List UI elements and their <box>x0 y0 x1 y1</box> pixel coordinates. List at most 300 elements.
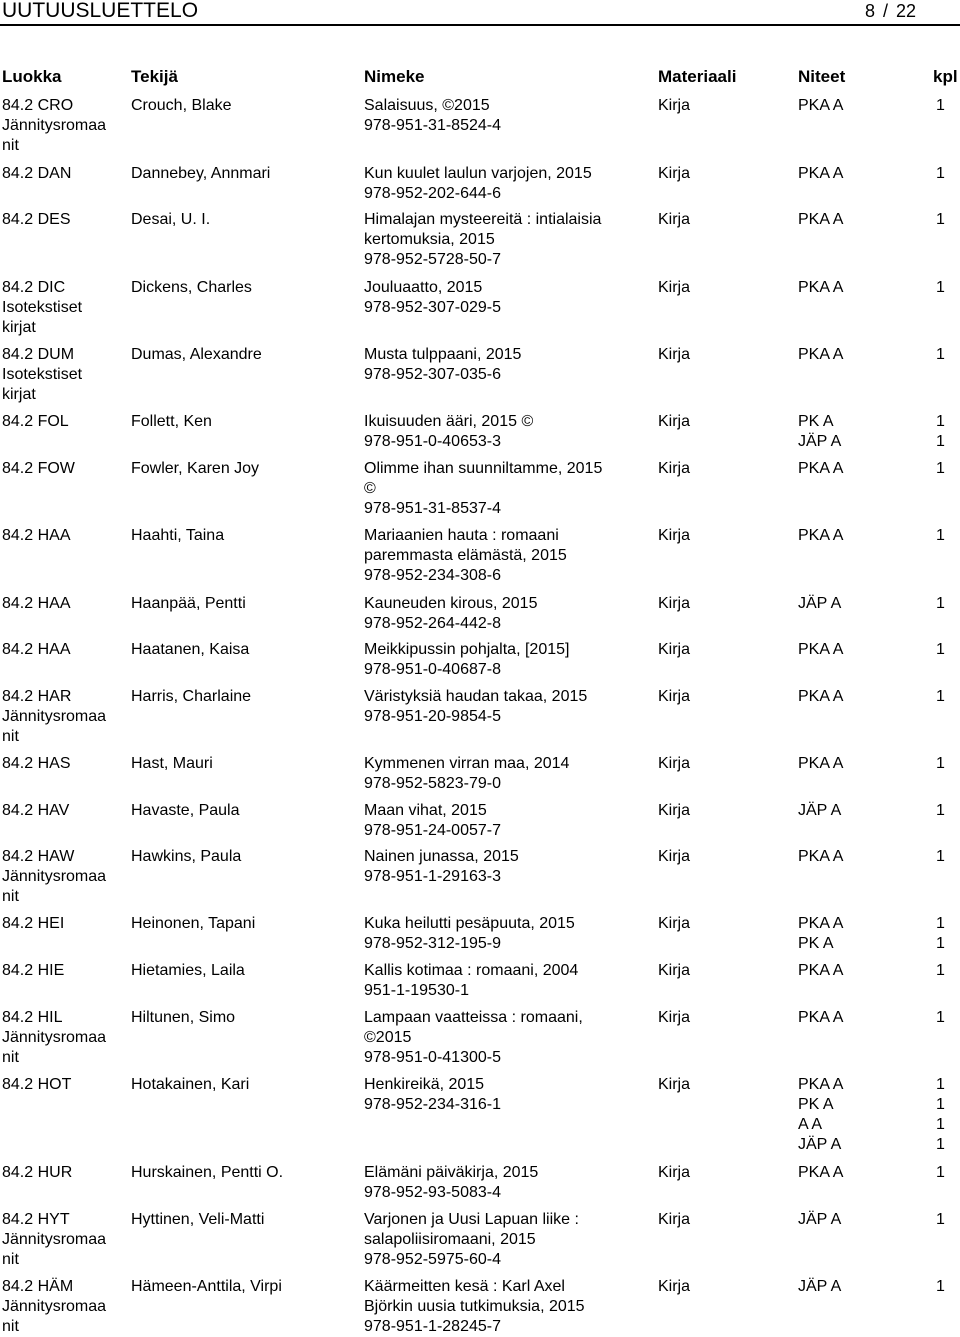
material: Kirja <box>658 1009 691 1026</box>
copies-cell <box>798 1277 945 1297</box>
title-line: Musta tulppaani, 2015 <box>364 346 522 363</box>
copy-location: JÄP A <box>798 802 842 819</box>
title-cell <box>364 961 650 1001</box>
title-line: Meikkipussin pohjalta, [2015] <box>364 641 570 658</box>
copies-cell <box>798 914 945 954</box>
isbn: 978-951-0-40687-8 <box>364 661 501 678</box>
copy-count: 1 <box>936 527 945 544</box>
copy-entry <box>798 1135 945 1155</box>
column-header-kpl: kpl <box>933 67 958 86</box>
copy-entry <box>798 1115 945 1135</box>
copy-location: PKA A <box>798 165 844 182</box>
author: Desai, U. I. <box>131 211 211 228</box>
title-line: Himalajan mysteereitä : intialaisia <box>364 211 602 228</box>
copy-location: PK A <box>798 935 834 952</box>
isbn: 978-952-312-195-9 <box>364 935 501 952</box>
author-cell <box>131 210 356 230</box>
title-cell <box>364 278 650 318</box>
copy-entry <box>798 754 945 774</box>
title-line: Varjonen ja Uusi Lapuan liike : <box>364 1211 579 1228</box>
copy-location: JÄP A <box>798 595 842 612</box>
copy-count: 1 <box>936 935 945 952</box>
title-line: Maan vihat, 2015 <box>364 802 487 819</box>
material: Kirja <box>658 413 691 430</box>
copy-location: PKA A <box>798 848 844 865</box>
material-cell <box>658 801 788 821</box>
copy-count: 1 <box>936 595 945 612</box>
classification-line: Isotekstiset <box>2 299 83 316</box>
classification-cell <box>2 164 128 184</box>
copy-location: JÄP A <box>798 1211 842 1228</box>
classification-cell <box>2 1277 128 1337</box>
copies-cell <box>798 526 945 546</box>
author-cell <box>131 847 356 867</box>
classification-cell <box>2 754 128 774</box>
column-header-nimeke: Nimeke <box>364 67 425 86</box>
column-header-tekija: Tekijä <box>131 67 178 86</box>
classification-line: nit <box>2 888 19 905</box>
header-rule <box>0 24 960 26</box>
author: Dickens, Charles <box>131 279 252 296</box>
page-separator: / <box>882 1 888 21</box>
classification-cell <box>2 1008 128 1068</box>
copies-cell <box>798 640 945 660</box>
title-cell <box>364 459 650 519</box>
author: Dumas, Alexandre <box>131 346 262 363</box>
classification-line: 84.2 DIC <box>2 279 66 296</box>
author: Heinonen, Tapani <box>131 915 256 932</box>
total-pages: 22 <box>895 1 916 21</box>
title-cell <box>364 801 650 841</box>
classification-cell <box>2 847 128 907</box>
copy-location: PKA A <box>798 279 844 296</box>
author: Hiltunen, Simo <box>131 1009 236 1026</box>
material: Kirja <box>658 848 691 865</box>
title-cell <box>364 164 650 204</box>
copy-location: PKA A <box>798 962 844 979</box>
title-line: Henkireikä, 2015 <box>364 1076 485 1093</box>
isbn: 978-952-5728-50-7 <box>364 251 501 268</box>
author-cell <box>131 459 356 479</box>
document-title: UUTUUSLUETTELO <box>2 0 199 22</box>
author: Hast, Mauri <box>131 755 213 772</box>
title-line: Kauneuden kirous, 2015 <box>364 595 538 612</box>
classification-line: Jännitysromaa <box>2 868 107 885</box>
material: Kirja <box>658 279 691 296</box>
material-cell <box>658 594 788 614</box>
author-cell <box>131 1277 356 1297</box>
material-cell <box>658 1277 788 1297</box>
isbn: 978-951-1-28245-7 <box>364 1318 501 1335</box>
copies-cell <box>798 278 945 298</box>
title-cell <box>364 526 650 586</box>
author: Hämeen-Anttila, Virpi <box>131 1278 282 1295</box>
copy-entry <box>798 914 945 934</box>
copy-location: PKA A <box>798 346 844 363</box>
copies-cell <box>798 1163 945 1183</box>
copy-entry <box>798 412 945 432</box>
material-cell <box>658 412 788 432</box>
title-line: Olimme ihan suunniltamme, 2015 <box>364 460 603 477</box>
title-line: Kun kuulet laulun varjojen, 2015 <box>364 165 592 182</box>
isbn: 978-951-31-8524-4 <box>364 117 501 134</box>
copy-entry <box>798 1277 945 1297</box>
copy-entry <box>798 1075 945 1095</box>
copy-entry <box>798 1210 945 1230</box>
material-cell <box>658 164 788 184</box>
copy-entry <box>798 432 945 452</box>
classification-cell <box>2 687 128 747</box>
isbn: 978-952-264-442-8 <box>364 615 501 632</box>
copy-count: 1 <box>936 848 945 865</box>
classification-line: nit <box>2 1318 19 1335</box>
material: Kirja <box>658 755 691 772</box>
material-cell <box>658 1163 788 1183</box>
copy-location: PKA A <box>798 460 844 477</box>
material: Kirja <box>658 1278 691 1295</box>
material-cell <box>658 459 788 479</box>
copy-entry <box>798 594 945 614</box>
title-cell <box>364 687 650 727</box>
isbn: 978-952-234-308-6 <box>364 567 501 584</box>
copy-count: 1 <box>936 211 945 228</box>
classification-line: Jännitysromaa <box>2 1298 107 1315</box>
author: Crouch, Blake <box>131 97 232 114</box>
copy-entry <box>798 847 945 867</box>
title-line: Mariaanien hauta : romaani <box>364 527 559 544</box>
isbn: 978-951-20-9854-5 <box>364 708 501 725</box>
copies-cell <box>798 345 945 365</box>
material-cell <box>658 345 788 365</box>
classification-line: nit <box>2 1049 19 1066</box>
copies-cell <box>798 96 945 116</box>
classification-cell <box>2 914 128 934</box>
copies-cell <box>798 164 945 184</box>
material: Kirja <box>658 1076 691 1093</box>
material-cell <box>658 96 788 116</box>
author: Harris, Charlaine <box>131 688 252 705</box>
classification-cell <box>2 210 128 230</box>
material-cell <box>658 1075 788 1095</box>
classification-line: Jännitysromaa <box>2 708 107 725</box>
author: Havaste, Paula <box>131 802 240 819</box>
copy-entry <box>798 1163 945 1183</box>
copy-count: 1 <box>936 97 945 114</box>
copy-location: A A <box>798 1116 823 1133</box>
material: Kirja <box>658 1164 691 1181</box>
copy-location: PK A <box>798 413 834 430</box>
copy-count: 1 <box>936 641 945 658</box>
classification-line: 84.2 HUR <box>2 1164 73 1181</box>
author-cell <box>131 801 356 821</box>
isbn: 978-952-307-029-5 <box>364 299 501 316</box>
author-cell <box>131 345 356 365</box>
author-cell <box>131 526 356 546</box>
isbn: 978-952-5975-60-4 <box>364 1251 501 1268</box>
copy-location: PKA A <box>798 688 844 705</box>
title-cell <box>364 640 650 680</box>
classification-cell <box>2 1075 128 1095</box>
copy-location: PKA A <box>798 211 844 228</box>
copies-cell <box>798 594 945 614</box>
classification-line: 84.2 FOW <box>2 460 75 477</box>
material: Kirja <box>658 962 691 979</box>
copy-location: PKA A <box>798 1164 844 1181</box>
copy-count: 1 <box>936 802 945 819</box>
copy-count: 1 <box>936 1136 945 1153</box>
isbn: 978-951-24-0057-7 <box>364 822 501 839</box>
material-cell <box>658 961 788 981</box>
copy-entry <box>798 687 945 707</box>
material-cell <box>658 687 788 707</box>
copy-location: PKA A <box>798 641 844 658</box>
title-cell <box>364 754 650 794</box>
copy-count: 1 <box>936 1009 945 1026</box>
classification-line: 84.2 HOT <box>2 1076 72 1093</box>
copy-entry <box>798 459 945 479</box>
isbn: 978-951-0-41300-5 <box>364 1049 501 1066</box>
copy-location: JÄP A <box>798 1278 842 1295</box>
author-cell <box>131 594 356 614</box>
copy-count: 1 <box>936 279 945 296</box>
material: Kirja <box>658 211 691 228</box>
classification-cell <box>2 345 128 405</box>
classification-line: nit <box>2 728 19 745</box>
title-cell <box>364 594 650 634</box>
title-cell <box>364 1277 650 1337</box>
classification-cell <box>2 801 128 821</box>
copies-cell <box>798 961 945 981</box>
author-cell <box>131 914 356 934</box>
copy-entry <box>798 961 945 981</box>
classification-line: 84.2 HEI <box>2 915 65 932</box>
copy-count: 1 <box>936 688 945 705</box>
author: Follett, Ken <box>131 413 212 430</box>
material-cell <box>658 526 788 546</box>
title-line: Kuka heilutti pesäpuuta, 2015 <box>364 915 575 932</box>
title-line: Jouluaatto, 2015 <box>364 279 483 296</box>
copy-entry <box>798 801 945 821</box>
author-cell <box>131 961 356 981</box>
classification-line: 84.2 DES <box>2 211 71 228</box>
material: Kirja <box>658 595 691 612</box>
classification-line: 84.2 CRO <box>2 97 74 114</box>
author: Hotakainen, Kari <box>131 1076 250 1093</box>
title-line: Kymmenen virran maa, 2014 <box>364 755 570 772</box>
copy-entry <box>798 526 945 546</box>
classification-cell <box>2 526 128 546</box>
copy-location: PKA A <box>798 1009 844 1026</box>
current-page: 8 <box>864 1 875 21</box>
copies-cell <box>798 412 945 452</box>
classification-cell <box>2 278 128 338</box>
author: Hawkins, Paula <box>131 848 242 865</box>
column-header-materiaali: Materiaali <box>658 67 737 86</box>
page-number <box>865 0 916 22</box>
isbn: 978-951-31-8537-4 <box>364 500 501 517</box>
author: Hyttinen, Veli-Matti <box>131 1211 265 1228</box>
author-cell <box>131 687 356 707</box>
copy-count: 1 <box>936 1116 945 1133</box>
author-cell <box>131 96 356 116</box>
material-cell <box>658 1210 788 1230</box>
author-cell <box>131 1163 356 1183</box>
copies-cell <box>798 847 945 867</box>
classification-line: nit <box>2 1251 19 1268</box>
copy-count: 1 <box>936 1278 945 1295</box>
material-cell <box>658 210 788 230</box>
copy-location: PK A <box>798 1096 834 1113</box>
material: Kirja <box>658 641 691 658</box>
isbn: 978-951-1-29163-3 <box>364 868 501 885</box>
title-line: salapoliisiromaani, 2015 <box>364 1231 536 1248</box>
copy-entry <box>798 1095 945 1115</box>
classification-line: 84.2 HAA <box>2 595 71 612</box>
copy-count: 1 <box>936 433 945 450</box>
title-line: ©2015 <box>364 1029 412 1046</box>
copy-count: 1 <box>936 1096 945 1113</box>
copy-location: JÄP A <box>798 433 842 450</box>
copy-count: 1 <box>936 413 945 430</box>
material: Kirja <box>658 97 691 114</box>
copies-cell <box>798 1008 945 1028</box>
classification-line: 84.2 HYT <box>2 1211 70 1228</box>
title-cell <box>364 412 650 452</box>
material-cell <box>658 754 788 774</box>
material-cell <box>658 1008 788 1028</box>
title-cell <box>364 1210 650 1270</box>
copies-cell <box>798 210 945 230</box>
copy-count: 1 <box>936 1164 945 1181</box>
copy-count: 1 <box>936 1076 945 1093</box>
classification-line: Jännitysromaa <box>2 117 107 134</box>
classification-cell <box>2 961 128 981</box>
copies-cell <box>798 459 945 479</box>
author-cell <box>131 164 356 184</box>
copy-count: 1 <box>936 460 945 477</box>
classification-cell <box>2 640 128 660</box>
copy-location: JÄP A <box>798 1136 842 1153</box>
copy-entry <box>798 210 945 230</box>
classification-cell <box>2 1210 128 1270</box>
material: Kirja <box>658 915 691 932</box>
title-line: Salaisuus, ©2015 <box>364 97 490 114</box>
copy-entry <box>798 1008 945 1028</box>
material: Kirja <box>658 527 691 544</box>
copy-entry <box>798 934 945 954</box>
classification-line: nit <box>2 137 19 154</box>
classification-line: 84.2 HAW <box>2 848 75 865</box>
title-line: Ikuisuuden ääri, 2015 © <box>364 413 534 430</box>
copy-location: PKA A <box>798 755 844 772</box>
author: Haatanen, Kaisa <box>131 641 250 658</box>
title-cell <box>364 847 650 887</box>
classification-line: Isotekstiset <box>2 366 83 383</box>
title-line: paremmasta elämästä, 2015 <box>364 547 567 564</box>
material-cell <box>658 847 788 867</box>
classification-line: 84.2 DUM <box>2 346 75 363</box>
author-cell <box>131 412 356 432</box>
material: Kirja <box>658 165 691 182</box>
copy-location: PKA A <box>798 97 844 114</box>
material-cell <box>658 278 788 298</box>
copy-count: 1 <box>936 915 945 932</box>
title-line: Lampaan vaatteissa : romaani, <box>364 1009 583 1026</box>
title-cell <box>364 96 650 136</box>
title-cell <box>364 345 650 385</box>
copies-cell <box>798 1210 945 1230</box>
material: Kirja <box>658 1211 691 1228</box>
classification-line: 84.2 HIE <box>2 962 65 979</box>
copy-count: 1 <box>936 165 945 182</box>
classification-line: kirjat <box>2 319 36 336</box>
classification-line: 84.2 HAV <box>2 802 70 819</box>
material: Kirja <box>658 460 691 477</box>
classification-line: 84.2 HAS <box>2 755 71 772</box>
title-line: © <box>364 480 376 497</box>
material: Kirja <box>658 802 691 819</box>
title-cell <box>364 1075 650 1115</box>
author: Fowler, Karen Joy <box>131 460 260 477</box>
author-cell <box>131 278 356 298</box>
copy-count: 1 <box>936 346 945 363</box>
classification-cell <box>2 412 128 432</box>
classification-line: 84.2 HIL <box>2 1009 63 1026</box>
copies-cell <box>798 1075 945 1155</box>
classification-cell <box>2 1163 128 1183</box>
author: Haahti, Taina <box>131 527 225 544</box>
title-cell <box>364 1163 650 1203</box>
title-cell <box>364 210 650 270</box>
copies-cell <box>798 801 945 821</box>
material: Kirja <box>658 346 691 363</box>
isbn: 978-952-234-316-1 <box>364 1096 501 1113</box>
copy-location: PKA A <box>798 527 844 544</box>
classification-line: 84.2 HÄM <box>2 1278 74 1295</box>
title-line: Väristyksiä haudan takaa, 2015 <box>364 688 588 705</box>
author: Dannebey, Annmari <box>131 165 271 182</box>
copy-count: 1 <box>936 962 945 979</box>
classification-cell <box>2 459 128 479</box>
classification-cell <box>2 96 128 156</box>
column-header-luokka: Luokka <box>2 67 62 86</box>
material-cell <box>658 914 788 934</box>
classification-cell <box>2 594 128 614</box>
isbn: 978-952-307-035-6 <box>364 366 501 383</box>
column-header-niteet: Niteet <box>798 67 846 86</box>
author-cell <box>131 640 356 660</box>
title-line: Elämäni päiväkirja, 2015 <box>364 1164 539 1181</box>
title-line: Nainen junassa, 2015 <box>364 848 519 865</box>
material-cell <box>658 640 788 660</box>
author: Haanpää, Pentti <box>131 595 246 612</box>
title-cell <box>364 1008 650 1068</box>
title-cell <box>364 914 650 954</box>
title-line: Käärmeitten kesä : Karl Axel <box>364 1278 565 1295</box>
isbn: 978-952-5823-79-0 <box>364 775 501 792</box>
copy-location: PKA A <box>798 915 844 932</box>
classification-line: Jännitysromaa <box>2 1231 107 1248</box>
copies-cell <box>798 754 945 774</box>
author-cell <box>131 754 356 774</box>
copy-entry <box>798 640 945 660</box>
page-header <box>0 0 960 26</box>
copy-count: 1 <box>936 1211 945 1228</box>
isbn: 978-952-202-644-6 <box>364 185 501 202</box>
copy-entry <box>798 96 945 116</box>
isbn: 978-951-0-40653-3 <box>364 433 501 450</box>
author: Hietamies, Laila <box>131 962 245 979</box>
